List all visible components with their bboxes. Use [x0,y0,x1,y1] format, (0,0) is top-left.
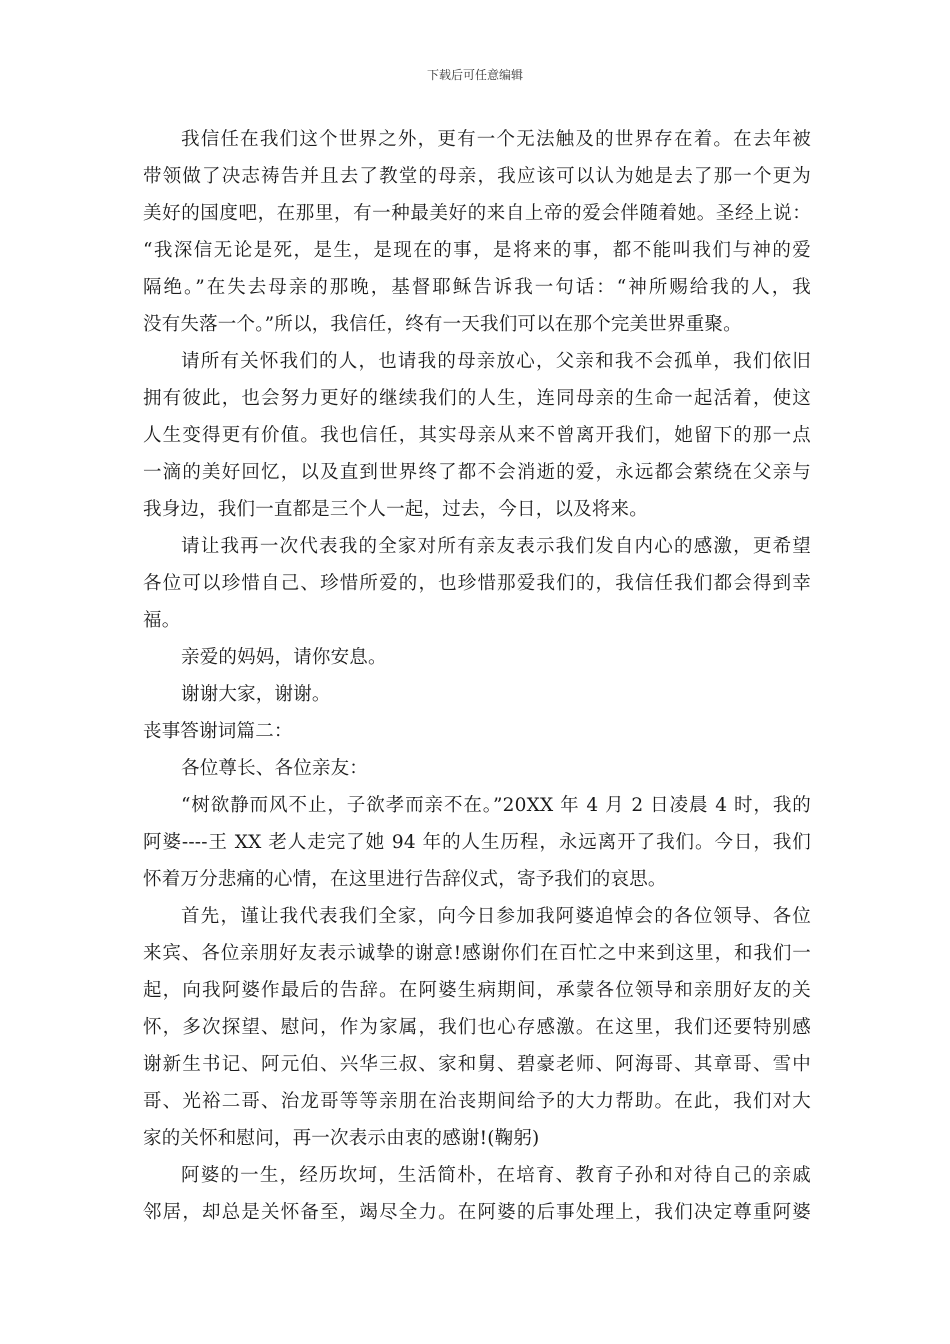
text-line: 各位可以珍惜自己、珍惜所爱的，也珍惜那爱我们的，我信任我们都会得到幸 [143,573,811,594]
text-line: 怀着万分悲痛的心情，在这里进行告辞仪式，寄予我们的哀思。 [143,869,667,890]
text-line: 首先，谨让我代表我们全家，向今日参加我阿婆追悼会的各位领导、各位 [181,906,811,927]
text-line: 人生变得更有价值。我也信任，其实母亲从来不曾离开我们，她留下的那一点 [143,425,811,446]
text-line: 美好的国度吧，在那里，有一种最美好的来自上帝的爱会伴随着她。圣经上说： [143,203,811,224]
text-line: 家的关怀和慰问，再一次表示由衷的感谢!(鞠躬) [143,1128,540,1149]
text-line: 福。 [143,610,181,631]
text-line: 谢谢大家，谢谢。 [181,684,331,705]
text-line: 阿婆的一生，经历坎坷，生活简朴，在培育、教育子孙和对待自己的亲戚 [181,1165,811,1186]
text-line: 亲爱的妈妈，请你安息。 [181,647,387,668]
text-line: 我身边，我们一直都是三个人一起，过去，今日，以及将来。 [143,499,648,520]
page-header: 下载后可任意编辑 [426,68,523,82]
text-line: “树欲静而风不止，子欲孝而亲不在。”20XX 年 4 月 2 日凌晨 4 时，我的 [181,795,811,816]
text-line: 哥、光裕二哥、治龙哥等等亲朋在治丧期间给予的大力帮助。在此，我们对大 [143,1091,811,1112]
text-line: 来宾、各位亲朋好友表示诚挚的谢意!感谢你们在百忙之中来到这里，和我们一 [143,943,811,964]
text-line: 起，向我阿婆作最后的告辞。在阿婆生病期间，承蒙各位领导和亲朋好友的关 [143,980,811,1001]
text-line: 邻居，却总是关怀备至，竭尽全力。在阿婆的后事处理上，我们决定尊重阿婆 [143,1202,811,1223]
text-line: 各位尊长、各位亲友： [181,758,369,779]
text-line: 没有失落一个。”所以，我信任，终有一天我们可以在那个完美世界重聚。 [143,314,742,335]
text-line: 一滴的美好回忆，以及直到世界终了都不会消逝的爱，永远都会萦绕在父亲与 [143,462,811,483]
text-line: “我深信无论是死，是生，是现在的事，是将来的事，都不能叫我们与神的爱 [143,240,811,261]
text-line: 请让我再一次代表我的全家对所有亲友表示我们发自内心的感激，更希望 [181,536,811,557]
text-line: 我信任在我们这个世界之外，更有一个无法触及的世界存在着。在去年被 [181,129,811,150]
text-line: 阿婆----王 XX 老人走完了她 94 年的人生历程，永远离开了我们。今日，我们 [143,832,811,853]
text-line: 请所有关怀我们的人，也请我的母亲放心，父亲和我不会孤单，我们依旧 [181,351,811,372]
text-line: 隔绝。”在失去母亲的那晚，基督耶稣告诉我一句话：“神所赐给我的人，我 [143,277,811,298]
text-line: 带领做了决志祷告并且去了教堂的母亲，我应该可以认为她是去了那一个更为 [143,166,811,187]
text-line: 丧事答谢词篇二： [143,721,293,742]
document-body [143,121,811,1231]
text-line: 怀，多次探望、慰问，作为家属，我们也心存感激。在这里，我们还要特别感 [143,1017,811,1038]
text-line: 谢新生书记、阿元伯、兴华三叔、家和舅、碧豪老师、阿海哥、其章哥、雪中 [143,1054,811,1075]
text-line: 拥有彼此，也会努力更好的继续我们的人生，连同母亲的生命一起活着，使这 [143,388,811,409]
